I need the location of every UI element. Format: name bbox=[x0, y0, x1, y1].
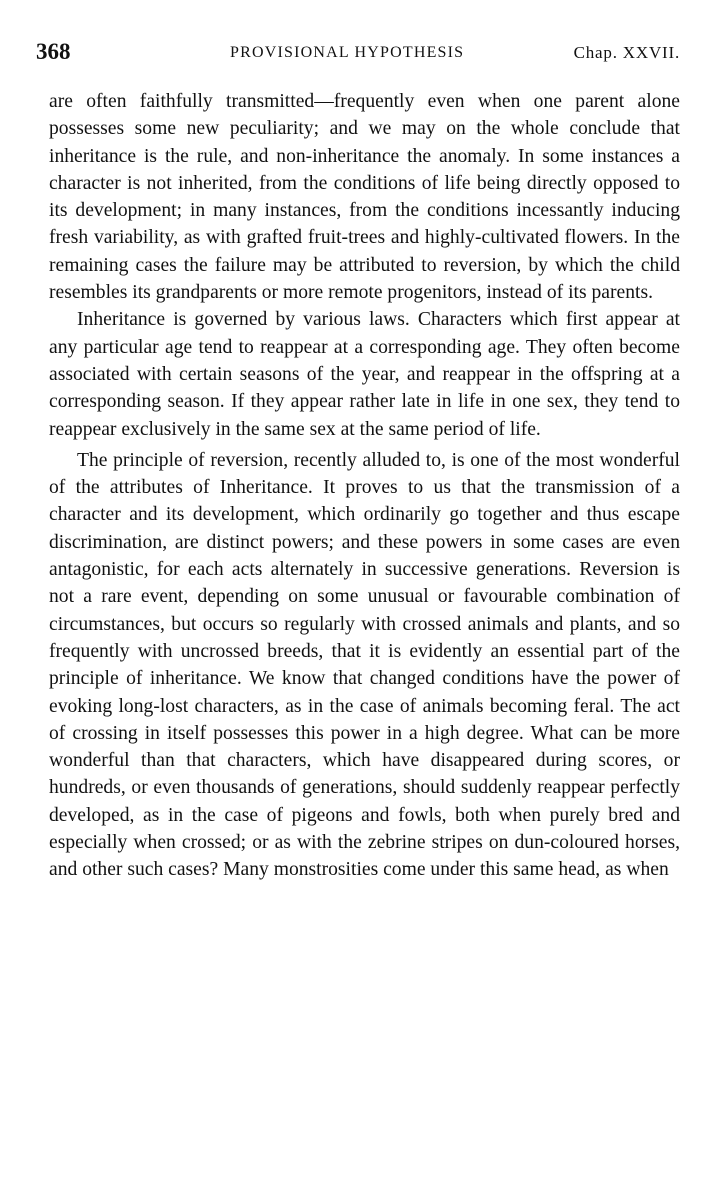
paragraph: The principle of reversion, recently alluded to, is one of the most wonderful of the attributes of Inheritance. It proves to us that the transmission of a character and its development, which ordinarily go together and thus escape discrimination, are distinct powers; and these powers in some cases are even antagonistic, for each acts alternately in successive generations. Reversion is not a rare event, depending on some unusual or favourable combination of circumstances, but occurs so regularly with crossed animals and plants, and so frequently with uncrossed breeds, that it is evidently an essential part of the principle of inheritance. We know that changed conditions have the power of evoking long-lost characters, as in the case of animals becoming feral. The act of crossing in itself possesses this power in a high degree. What can be more wonderful than that characters, which have disappeared during scores, or hundreds, or even thousands of generations, should suddenly reappear perfectly developed, as in the case of pigeons and fowls, both when purely bred and especially when crossed; or as with the zebrine stripes on dun-coloured horses, and other such cases? Many monstrosities come under this same head, as when bbox=[49, 449, 680, 881]
chapter-label: Chap. XXVII. bbox=[573, 43, 680, 62]
page-header bbox=[36, 38, 680, 68]
running-title: PROVISIONAL HYPOTHESIS bbox=[230, 44, 465, 61]
page-number: 368 bbox=[36, 39, 71, 64]
paragraph: are often faithfully transmitted—frequently even when one parent alone possesses some new peculiarity; and we may on the whole conclude that inheritance is the rule, and non-inheritance the anomaly. In some instances a character is not inherited, from the conditions of life being directly opposed to its development; in many instances, from the conditions incessantly inducing fresh variability, as with grafted fruit-trees and highly-cultivated flowers. In the remaining cases the failure may be attributed to reversion, by which the child resembles its grandparents or more remote progenitors, instead of its parents. bbox=[49, 91, 680, 304]
paragraph: Inheritance is governed by various laws. Characters which first appear at any particular age tend to reappear at a corresponding age. They often become associated with certain seasons of the year, and reappear in the offspring at a corresponding season. If they appear rather late in life in one sex, they tend to reappear exclusively in the same sex at the same period of life. bbox=[49, 309, 680, 440]
body-text bbox=[49, 88, 680, 884]
